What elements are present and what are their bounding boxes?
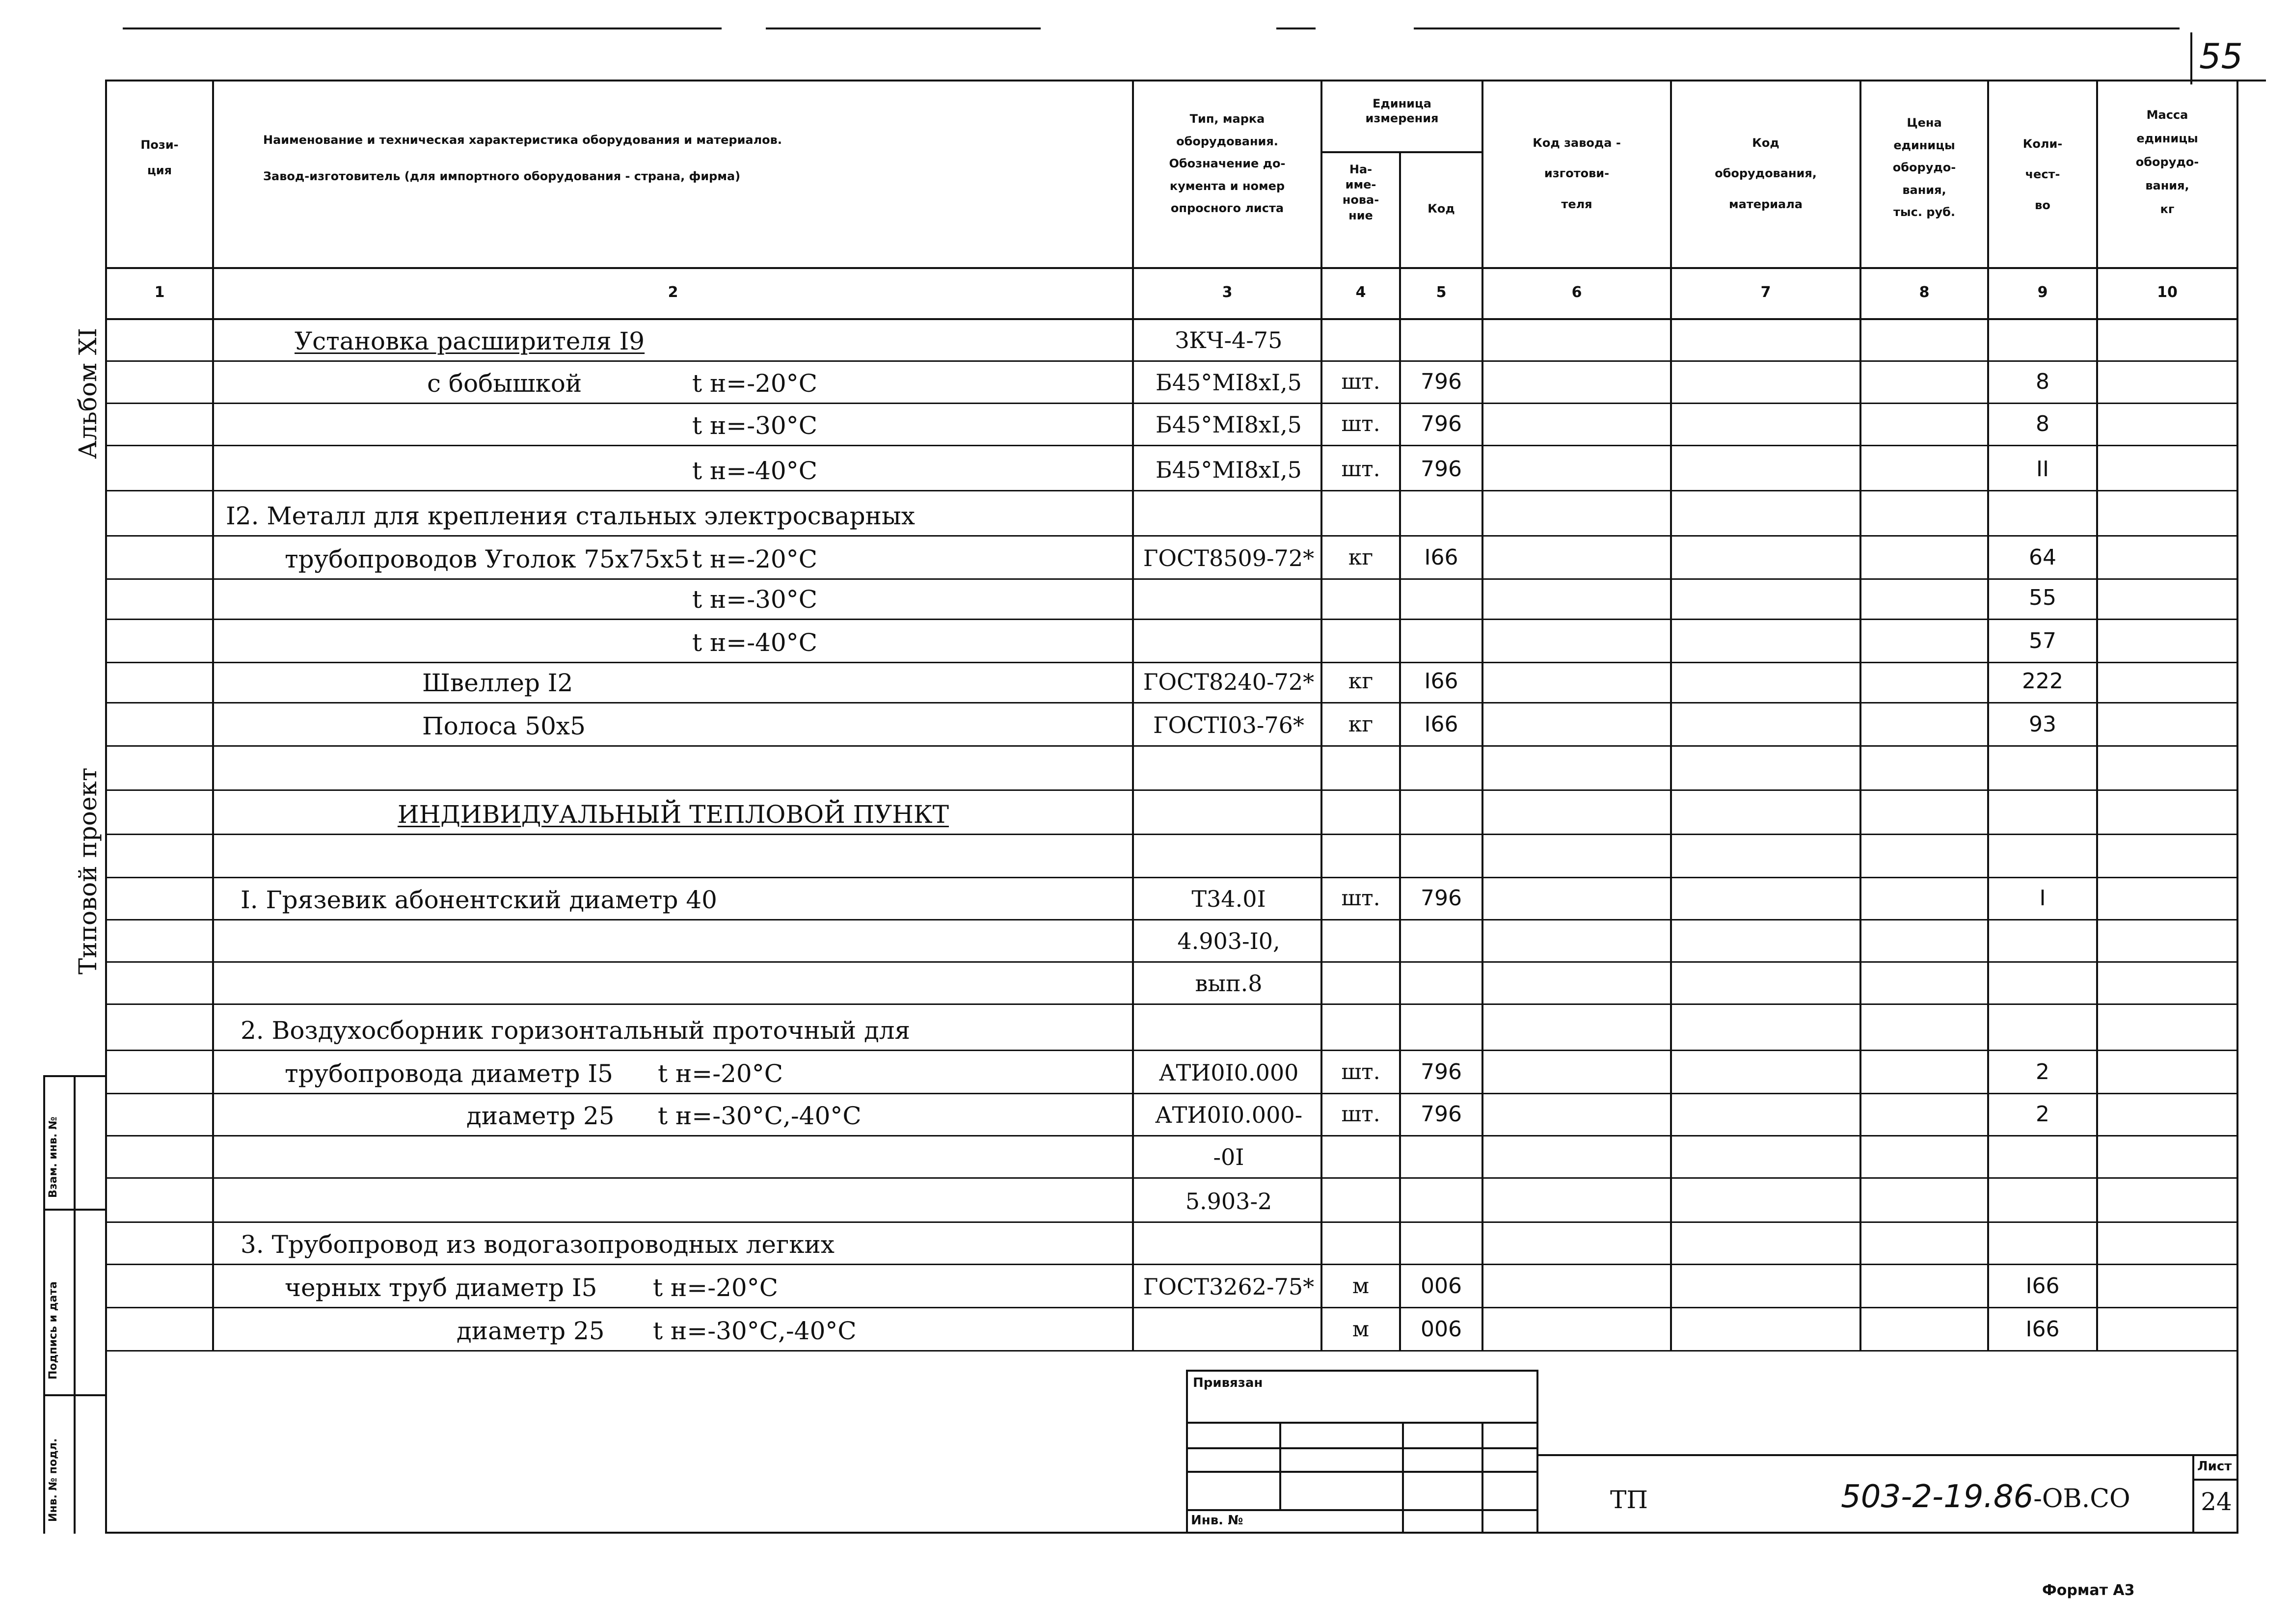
format-label: Формат А3: [2042, 1582, 2135, 1599]
row-quantity: 8: [2036, 369, 2049, 394]
row-unit-code: 006: [1421, 1273, 1462, 1299]
row-unit-code: 796: [1421, 369, 1462, 394]
row-name: с бобышкой: [427, 369, 582, 398]
tb-row-1: [1186, 1422, 1538, 1424]
row-quantity: 57: [2029, 628, 2056, 653]
row-quantity: 2: [2036, 1102, 2049, 1127]
header-col5: Код: [1428, 202, 1455, 216]
row-separator: [107, 490, 2236, 491]
stamp-label-2: Подпись и дата: [47, 1281, 59, 1380]
row-quantity: 8: [2036, 411, 2049, 436]
col-number-9: 9: [2037, 284, 2048, 301]
row-name: 3. Трубопровод из водогазопроводных легких: [241, 1230, 835, 1259]
row-type: ГОСТ8240-72*: [1143, 669, 1315, 695]
row-unit-code: I66: [1424, 669, 1458, 694]
page-number: 55: [2199, 36, 2243, 77]
row-unit-code: 796: [1421, 411, 1462, 436]
col-sep-2: [1132, 80, 1134, 1351]
tb-row-4: [1186, 1509, 1538, 1511]
row-quantity: I66: [2025, 1317, 2060, 1342]
row-type: Б45°МI8хI,5: [1156, 457, 1302, 483]
stamp-strip-mid: [74, 1075, 76, 1534]
row-separator: [107, 535, 2236, 537]
row-separator: [107, 877, 2236, 878]
header-col10: Масса единицы оборудо- вания, кг: [2135, 108, 2199, 216]
col-sep-7: [1859, 80, 1861, 1351]
row-name: черных труб диаметр I5: [285, 1273, 597, 1302]
row-type: ГОСТI03-76*: [1153, 712, 1304, 738]
row-temperature: t н=-20°С: [653, 1273, 778, 1302]
row-unit-code: 796: [1421, 886, 1462, 911]
stamp-strip-left: [43, 1075, 45, 1534]
col-number-8: 8: [1919, 284, 1930, 301]
row-separator: [107, 1093, 2236, 1094]
col-number-1: 1: [154, 284, 165, 301]
row-type: АТИ0I0.000-: [1155, 1102, 1303, 1128]
row-separator: [107, 1264, 2236, 1265]
page-number-box-left: [2190, 32, 2192, 84]
stamp-label-1: Взам. инв. №: [47, 1116, 59, 1198]
row-name: 2. Воздухосборник горизонтальный проточный для: [241, 1016, 911, 1045]
col-sep-9: [2096, 80, 2098, 1351]
row-unit: шт.: [1341, 411, 1380, 436]
col-number-5: 5: [1436, 284, 1447, 301]
col-number-10: 10: [2157, 284, 2178, 301]
header-col3: Тип, марка оборудования. Обозначение до- кумента и номер опросного листа: [1169, 112, 1286, 216]
header-col1: Пози- ция: [140, 138, 179, 177]
header-col9: Коли- чест- во: [2022, 137, 2063, 212]
row-type: АТИ0I0.000: [1158, 1059, 1299, 1086]
row-unit: м: [1352, 1273, 1370, 1299]
col-number-6: 6: [1571, 284, 1582, 301]
album-label: Альбом XI: [74, 327, 102, 459]
header-bottom: [105, 267, 2238, 269]
row-unit-code: I66: [1424, 712, 1458, 737]
doc-number: 503-2-19.86-ОВ.СО: [1841, 1479, 2130, 1515]
row-temperature: t н=-20°С: [692, 369, 817, 398]
row-quantity: II: [2036, 457, 2049, 482]
row-unit-code: 796: [1421, 1059, 1462, 1084]
row-temperature: t н=-30°С: [692, 585, 817, 614]
row-separator: [107, 619, 2236, 620]
row-quantity: 222: [2022, 669, 2063, 694]
tb-col-3: [1482, 1422, 1483, 1534]
row-unit: кг: [1348, 712, 1374, 737]
row-type: вып.8: [1195, 970, 1263, 997]
row-name: диаметр 25: [466, 1102, 615, 1130]
row-separator: [107, 1177, 2236, 1179]
row-separator: [107, 1003, 2236, 1005]
row-name: Швеллер I2: [422, 669, 573, 697]
row-unit-code: 006: [1421, 1317, 1462, 1342]
row-separator: [107, 961, 2236, 963]
top-rule-3: [1276, 27, 1316, 29]
row-unit: шт.: [1341, 886, 1380, 911]
row-name: трубопровода диаметр I5: [285, 1059, 613, 1088]
row-type: 5.903-2: [1185, 1188, 1272, 1215]
col-number-7: 7: [1760, 284, 1771, 301]
tp-label: ТП: [1610, 1486, 1648, 1514]
frame-right: [2236, 80, 2238, 1534]
top-rule-4: [1414, 27, 2180, 29]
frame-top: [105, 80, 2266, 81]
row-type: Б45°МI8хI,5: [1156, 369, 1302, 396]
row-name: I. Грязевик абонентский диаметр 40: [241, 886, 717, 914]
col-number-4: 4: [1355, 284, 1366, 301]
privyazan-label: Привязан: [1193, 1376, 1263, 1390]
tb-row-3: [1186, 1471, 1538, 1473]
row-unit-code: 796: [1421, 1102, 1462, 1127]
row-separator: [107, 745, 2236, 747]
row-unit: шт.: [1341, 1059, 1380, 1084]
row-temperature: t н=-30°С,-40°С: [653, 1317, 857, 1345]
row-separator: [107, 445, 2236, 446]
row-separator: [107, 1135, 2236, 1137]
row-temperature: t н=-40°С: [692, 628, 817, 657]
frame-bottom: [105, 1532, 2238, 1534]
header-col6: Код завода - изготови- теля: [1533, 136, 1621, 211]
row-separator: [107, 919, 2236, 920]
project-label: Типовой проект: [74, 767, 102, 974]
col-sep-1: [212, 80, 214, 1351]
tb-top: [1186, 1370, 1538, 1372]
header-col4: На- име- нова- ние: [1342, 162, 1379, 222]
row-type: -0I: [1213, 1144, 1244, 1170]
row-quantity: 93: [2029, 712, 2056, 737]
tb-sheet-split: [2192, 1479, 2238, 1481]
row-name: I2. Металл для крепления стальных электросварных: [226, 502, 915, 530]
row-separator: [107, 702, 2236, 704]
col-number-2: 2: [668, 284, 678, 301]
row-name: ИНДИВИДУАЛЬНЫЙ ТЕПЛОВОЙ ПУНКТ: [398, 800, 949, 829]
tb-col-2: [1402, 1422, 1404, 1534]
col-sep-4: [1399, 151, 1401, 1351]
row-unit: кг: [1348, 545, 1374, 570]
row-type: ГОСТ8509-72*: [1143, 545, 1315, 571]
row-quantity: 2: [2036, 1059, 2049, 1084]
row-type: 4.903-I0,: [1177, 928, 1280, 954]
col-sep-5: [1482, 80, 1483, 1351]
row-unit-code: I66: [1424, 545, 1458, 570]
top-rule-2: [766, 27, 1041, 29]
row-separator: [107, 578, 2236, 580]
row-quantity: 64: [2029, 545, 2056, 570]
row-type: ГОСТ3262-75*: [1143, 1273, 1315, 1300]
row-separator: [107, 1350, 2236, 1352]
row-unit-code: 796: [1421, 457, 1462, 482]
row-quantity: I: [2039, 886, 2046, 911]
row-type: Т34.0I: [1191, 886, 1266, 912]
row-separator: [107, 834, 2236, 835]
row-unit: шт.: [1341, 1102, 1380, 1127]
row-temperature: t н=-30°С,-40°С: [658, 1102, 862, 1130]
row-type: ЗКЧ-4-75: [1175, 327, 1283, 353]
row-unit: шт.: [1341, 369, 1380, 394]
row-unit: кг: [1348, 669, 1374, 694]
stamp-label-3: Инв. № подл.: [47, 1438, 59, 1522]
row-unit: м: [1352, 1317, 1370, 1342]
col-number-3: 3: [1222, 284, 1233, 301]
inv-no-label: Инв. №: [1191, 1513, 1243, 1528]
row-quantity: 55: [2029, 585, 2056, 610]
row-separator: [107, 403, 2236, 404]
tb-row-2: [1186, 1447, 1538, 1449]
row-separator: [107, 360, 2236, 362]
sheet-number: 24: [2201, 1488, 2232, 1516]
col-sep-6: [1670, 80, 1672, 1351]
sheet-label: Лист: [2197, 1459, 2232, 1474]
row-name: Полоса 50х5: [422, 712, 586, 740]
row-separator: [107, 1307, 2236, 1308]
row-separator: [107, 1221, 2236, 1223]
row-unit: шт.: [1341, 457, 1380, 482]
header-col8: Цена единицы оборудо- вания, тыс. руб.: [1892, 116, 1956, 219]
row-temperature: t н=-30°С: [692, 411, 817, 440]
top-rule-1: [123, 27, 722, 29]
row-temperature: t н=-20°С: [692, 545, 817, 573]
header-col7: Код оборудования, материала: [1715, 136, 1817, 211]
header-unit-title: Единица измерения: [1365, 97, 1439, 125]
row-name: диаметр 25: [457, 1317, 605, 1345]
row-temperature: t н=-40°С: [692, 457, 817, 485]
row-name: трубопроводов Уголок 75х75х5: [285, 545, 690, 573]
number-row-bottom: [105, 318, 2238, 320]
row-name: Установка расширителя I9: [295, 327, 645, 355]
row-type: Б45°МI8хI,5: [1156, 411, 1302, 438]
row-temperature: t н=-20°С: [658, 1059, 783, 1088]
tb-main-top: [1536, 1454, 2238, 1456]
row-separator: [107, 789, 2236, 791]
header-col2: Наименование и техническая характеристика оборудования и материалов. Завод-изготовитель (для импортного оборудования - страна, фирма): [263, 133, 782, 183]
row-quantity: I66: [2025, 1273, 2060, 1299]
row-separator: [107, 1050, 2236, 1051]
unit-header-split: [1320, 151, 1482, 153]
tb-col-1: [1279, 1422, 1281, 1510]
row-separator: [107, 662, 2236, 663]
